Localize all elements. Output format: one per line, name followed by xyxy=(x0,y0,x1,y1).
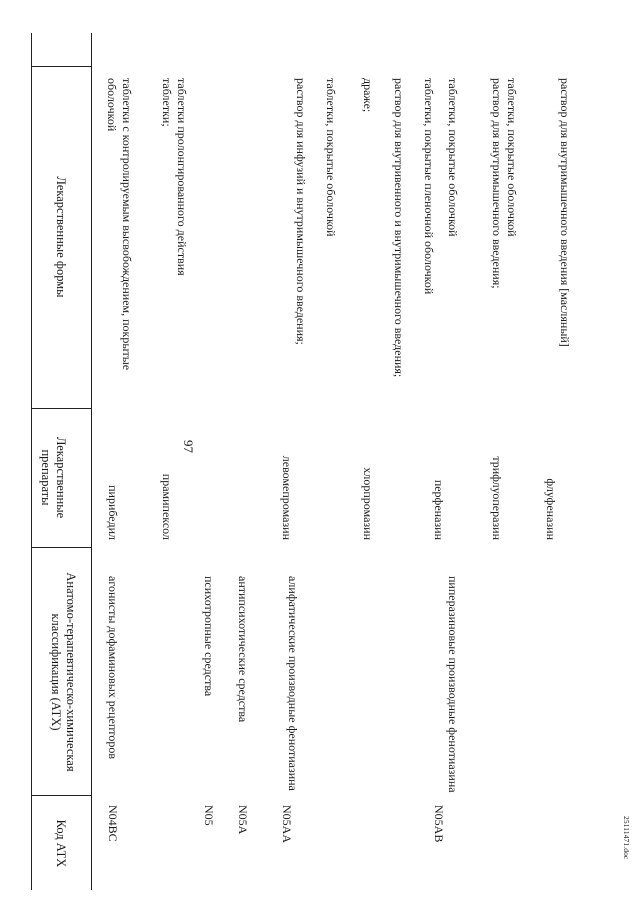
col-divider-1 xyxy=(31,66,92,67)
dosage-form: таблетки; xyxy=(160,78,174,127)
dosage-form: раствор для внутримышечного введения [масляный] xyxy=(558,78,572,347)
col-divider-4 xyxy=(31,795,92,796)
dosage-form: таблетки с контролируемым высвобождением, покрытые оболочкой xyxy=(105,78,134,371)
dosage-form: таблетки, покрытые пленочной оболочкой xyxy=(422,78,436,295)
col-divider-2 xyxy=(31,408,92,409)
row-code: N04BC xyxy=(106,805,120,842)
drug-name: левомепромазин xyxy=(280,455,294,540)
table-top-rule xyxy=(91,33,92,890)
drug-name: прамипексол xyxy=(160,473,174,540)
row-classification: антипсихотические средства xyxy=(236,576,250,723)
page-number: 97 xyxy=(181,440,196,453)
drug-name: перфеназин xyxy=(432,479,446,540)
drug-name: флуфеназин xyxy=(544,478,558,540)
row-code: N05AA xyxy=(280,805,294,843)
dosage-form: таблетки, покрытые оболочкой xyxy=(446,78,460,237)
row-code: N05A xyxy=(236,805,250,835)
document-id: 25111471.doc xyxy=(622,816,631,860)
drug-name: трифлуоперазин xyxy=(490,456,504,540)
drug-name: хлорпромазин xyxy=(361,467,375,540)
header-bottom-rule xyxy=(31,33,32,890)
row-classification: агонисты дофаминовых рецепторов xyxy=(106,576,120,760)
row-classification: психотропные средства xyxy=(202,576,216,697)
dosage-form: таблетки пролонгированного действия xyxy=(175,78,189,276)
dosage-form: раствор для внутривенного и внутримышечного введения; xyxy=(392,78,406,378)
row-classification: алифатические производные фенотиазина xyxy=(286,576,300,791)
row-classification: пиперазиновые производные фенотиазина xyxy=(446,576,460,793)
drug-name: пирибедил xyxy=(106,485,120,540)
dosage-form: таблетки, покрытые оболочкой xyxy=(324,78,338,237)
row-code: N05AB xyxy=(432,805,446,843)
header-classification: Анатомо-терапевтическо-химическая классификация (АТХ) xyxy=(49,572,78,772)
dosage-form: раствор для внутримышечного введения; xyxy=(490,78,504,289)
header-drugs: Лекарственные препараты xyxy=(39,436,68,519)
dosage-form: таблетки, покрытые оболочкой xyxy=(505,78,519,237)
header-forms: Лекарственные формы xyxy=(54,176,68,298)
header-code: Код АТХ xyxy=(54,819,68,868)
dosage-form: драже; xyxy=(361,78,375,113)
dosage-form: раствор для инфузий и внутримышечного введения; xyxy=(294,78,308,345)
row-code: N05 xyxy=(202,805,216,826)
col-divider-3 xyxy=(31,547,92,548)
